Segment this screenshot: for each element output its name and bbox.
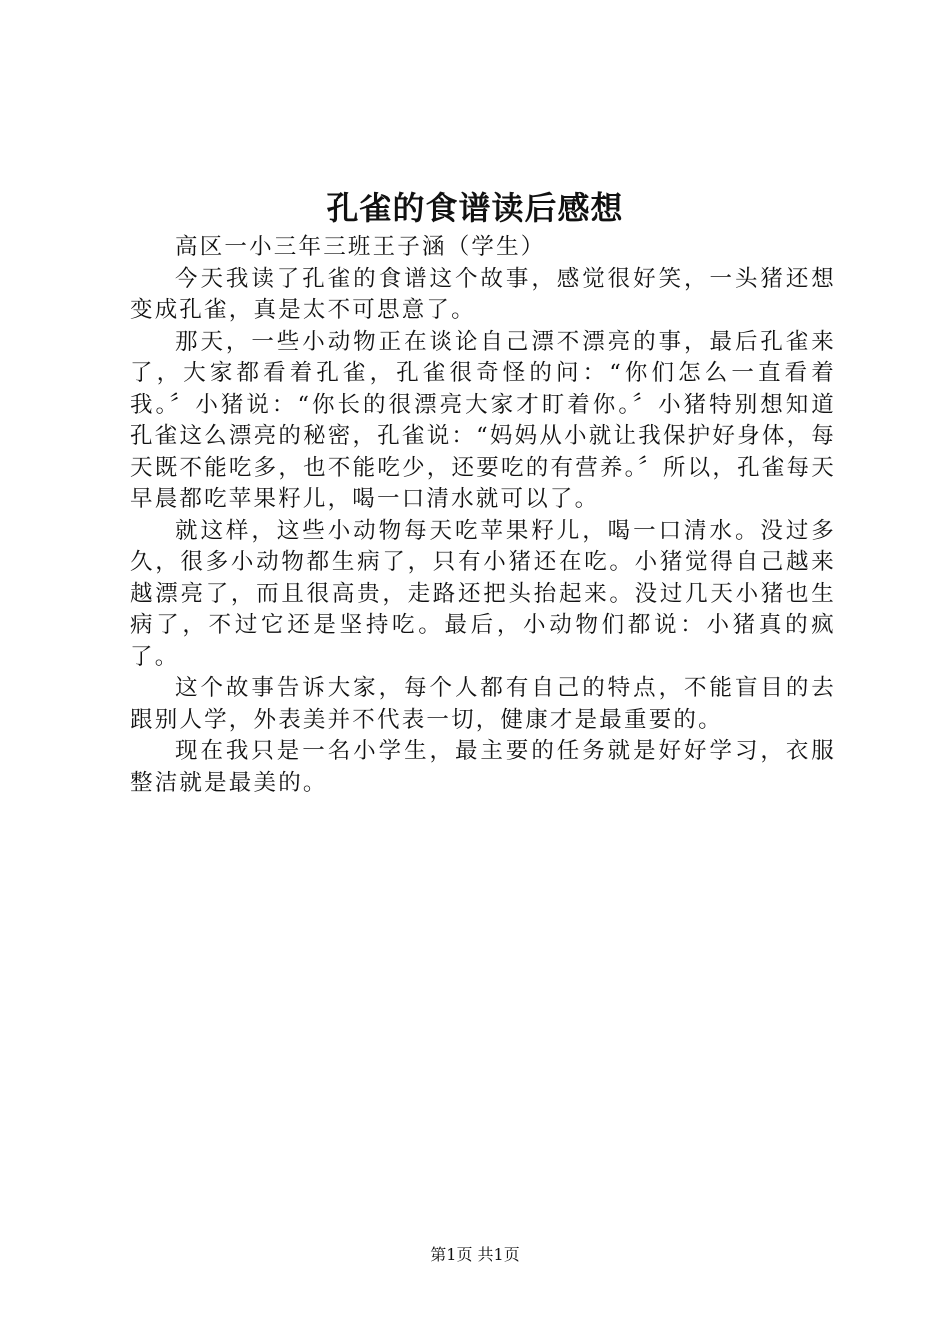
paragraph-2: 那天，一些小动物正在谈论自己漂不漂亮的事，最后孔雀来了，大家都看着孔雀，孔雀很奇怪的问：“你们怎么一直看着我。〞小猪说：“你长的很漂亮大家才盯着你。〞小猪特别想知道孔雀这么漂亮的秘密，孔雀说：“妈妈从小就让我保护好身体，每天既不能吃多，也不能吃少，还要吃的有营养。〞所以，孔雀每天早晨都吃苹果籽儿，喝一口清水就可以了。 (130, 328, 836, 512)
paragraph-1: 今天我读了孔雀的食谱这个故事，感觉很好笑，一头猪还想变成孔雀，真是太不可思意了。 (130, 265, 836, 323)
document-title: 孔雀的食谱读后感想 (326, 189, 624, 227)
page-footer: 第1页 共1页 (430, 1245, 520, 1264)
paragraph-3: 就这样，这些小动物每天吃苹果籽儿，喝一口清水。没过多久，很多小动物都生病了，只有小猪还在吃。小猪觉得自己越来越漂亮了，而且很高贵，走路还把头抬起来。没过几天小猪也生病了，不过它还是坚持吃。最后，小动物们都说：小猪真的疯了。 (130, 517, 836, 670)
paragraph-4: 这个故事告诉大家，每个人都有自己的特点，不能盲目的去跟别人学，外表美并不代表一切，健康才是最重要的。 (130, 675, 836, 733)
paragraph-5: 现在我只是一名小学生，最主要的任务就是好好学习，衣服整洁就是最美的。 (130, 738, 836, 796)
document-body (130, 232, 836, 799)
byline: 高区一小三年三班王子涵（学生） (175, 234, 546, 260)
